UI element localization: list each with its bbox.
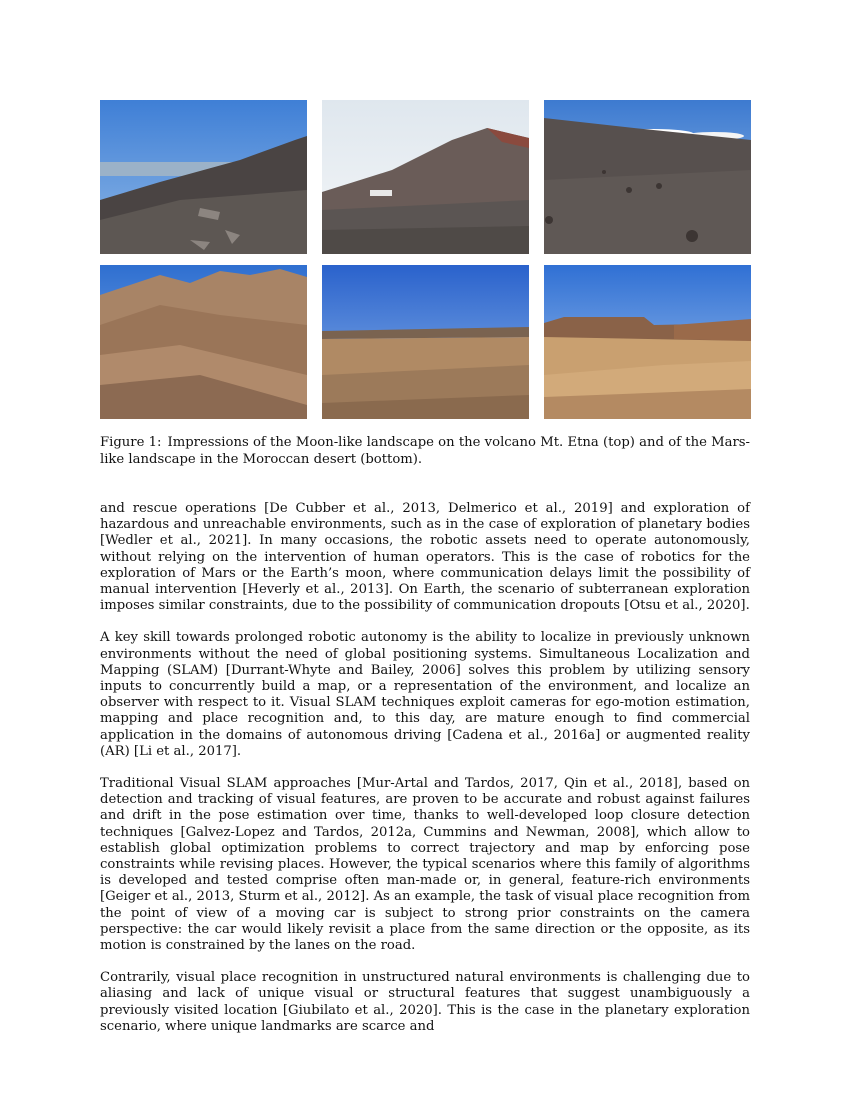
figure-caption bbox=[100, 434, 750, 468]
landscape-photo-icon bbox=[544, 100, 751, 254]
landscape-photo-icon bbox=[100, 265, 307, 419]
photo-etna-1 bbox=[100, 100, 307, 254]
photo-morocco-2 bbox=[322, 265, 529, 419]
figure-caption-label: Figure 1: bbox=[100, 435, 162, 450]
landscape-photo-icon bbox=[322, 100, 529, 254]
figure-1 bbox=[100, 100, 750, 468]
figure-caption-text: Impressions of the Moon-like landscape on the volcano Mt. Etna (top) and of the Mars-like landscape in the Moroccan desert (bottom). bbox=[100, 435, 751, 467]
paragraph: Contrarily, visual place recognition in unstructured natural environments is challenging due to aliasing and lack of unique visual or structural features that suggest unambiguously a previously visited location [Giubilato et al., 2020]. This is the case in the planetary exploration scenario, where unique landmarks are scarce and bbox=[100, 970, 750, 1034]
paragraph: Traditional Visual SLAM approaches [Mur-Artal and Tardos, 2017, Qin et al., 2018], based on detection and tracking of visual features, are proven to be accurate and robust against failures and drift in the pose estimation over time, thanks to well-developed loop closure detection techniques [Galvez-Lopez and Tardos, 2012a, Cummins and Newman, 2008], which allow to establish global optimization problems to correct trajectory and map by enforcing pose constraints while revising places. However, the typical scenarios where this family of algorithms is developed and tested comprise often man-made or, in general, feature-rich environments [Geiger et al., 2013, Sturm et al., 2012]. As an example, the task of visual place recognition from the point of view of a moving car is subject to strong prior constraints on the camera perspective: the car would likely revisit a place from the same direction or the opposite, as its motion is constrained by the lanes on the road. bbox=[100, 776, 750, 954]
landscape-photo-icon bbox=[322, 265, 529, 419]
landscape-photo-icon bbox=[100, 100, 307, 254]
photo-etna-2 bbox=[322, 100, 529, 254]
page bbox=[100, 100, 750, 1051]
body-text bbox=[100, 501, 750, 1035]
paragraph: A key skill towards prolonged robotic autonomy is the ability to localize in previously unknown environments without the need of global positioning systems. Simultaneous Localization and Mapping (SLAM) [Durrant-Whyte and Bailey, 2006] solves this problem by utilizing sensory inputs to concurrently build a map, or a representation of the environment, and localize an observer with respect to it. Visual SLAM techniques exploit cameras for ego-motion estimation, mapping and place recognition and, to this day, are mature enough to find commercial application in the domains of autonomous driving [Cadena et al., 2016a] or augmented reality (AR) [Li et al., 2017]. bbox=[100, 630, 750, 759]
photo-morocco-1 bbox=[100, 265, 307, 419]
photo-etna-3 bbox=[544, 100, 751, 254]
paragraph: and rescue operations [De Cubber et al., 2013, Delmerico et al., 2019] and exploration of hazardous and unreachable environments, such as in the case of exploration of planetary bodies [Wedler et al., 2021]. In many occasions, the robotic assets need to operate autonomously, without relying on the intervention of human operators. This is the case of robotics for the exploration of Mars or the Earth’s moon, where communication delays limit the possibility of manual intervention [Heverly et al., 2013]. On Earth, the scenario of subterranean exploration imposes similar constraints, due to the possibility of communication dropouts [Otsu et al., 2020]. bbox=[100, 501, 750, 614]
figure-image-grid bbox=[100, 100, 750, 419]
landscape-photo-icon bbox=[544, 265, 751, 419]
photo-morocco-3 bbox=[544, 265, 751, 419]
